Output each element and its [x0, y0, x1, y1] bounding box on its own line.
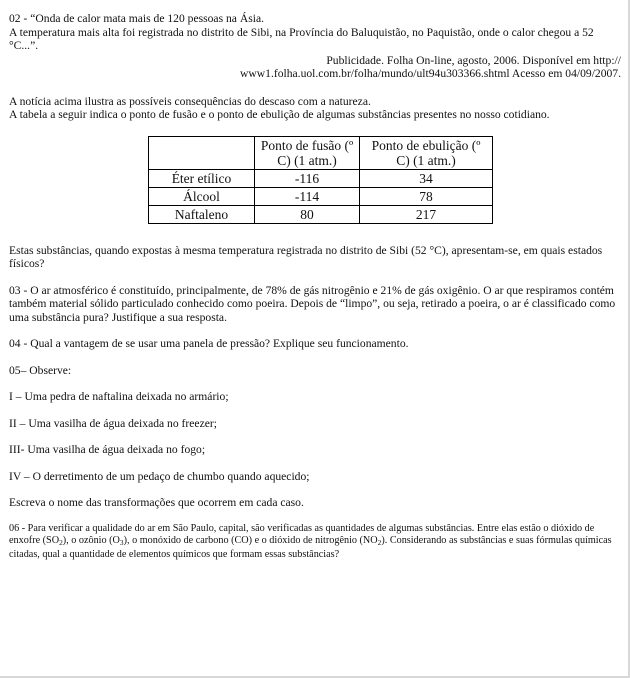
table-cell-melting: -116 — [255, 169, 360, 187]
substances-table — [148, 136, 493, 224]
q02-intro1: A notícia acima ilustra as possíveis consequências do descaso com a natureza. — [9, 94, 371, 108]
table-cell-boiling: 34 — [360, 169, 493, 187]
table-header-row — [149, 136, 493, 169]
q02-title: 02 - “Onda de calor mata mais de 120 pessoas na Ásia. — [9, 12, 264, 25]
q05-title: 05– Observe: — [9, 363, 72, 377]
table-cell-substance: Éter etílico — [149, 169, 255, 187]
table-cell-melting: 80 — [255, 205, 360, 223]
q02-source-line1: Publicidade. Folha On-line, agosto, 2006. Disponível em http:// — [326, 53, 621, 67]
q02-source-line2: www1.folha.uol.com.br/folha/mundo/ult94u303366.shtml Acesso em 04/09/2007. — [240, 67, 621, 80]
q05-item-2: II – Uma vasilha de água deixada no freezer; — [9, 416, 217, 430]
table-header-boiling: Ponto de ebulição (º C) (1 atm.) — [360, 136, 493, 169]
q02-intro2: A tabela a seguir indica o ponto de fusão e o ponto de ebulição de algumas substâncias presentes no nosso cotidiano. — [9, 108, 550, 121]
table-header-melting: Ponto de fusão (º C) (1 atm.) — [255, 136, 360, 169]
q02-body: A temperatura mais alta foi registrada no distrito de Sibi, na Província do Baluquistão, no Paquistão, onde o calor chegou a 52 °C...”. — [9, 25, 594, 52]
table-cell-boiling: 78 — [360, 187, 493, 205]
table-header-empty — [149, 136, 255, 169]
q03-text: 03 - O ar atmosférico é constituído, principalmente, de 78% de gás nitrogênio e 21% de gás oxigênio. O ar que respiramos contém também material sólido particulado conhecido como poeira. Depois de “limpo”, ou seja, retirado a poeira, o ar é classificado como uma substância pura? Justifique a sua resposta. — [9, 283, 616, 324]
table-cell-substance: Naftaleno — [149, 205, 255, 223]
table-row — [149, 187, 493, 205]
q05-item-4: IV – O derretimento de um pedaço de chumbo quando aquecido; — [9, 469, 310, 483]
q05-item-1: I – Uma pedra de naftalina deixada no armário; — [9, 390, 229, 403]
q05-instruction: Escreva o nome das transformações que ocorrem em cada caso. — [9, 496, 304, 509]
table-cell-substance: Álcool — [149, 187, 255, 205]
table-row — [149, 169, 493, 187]
q06-text: 06 - Para verificar a qualidade do ar em São Paulo, capital, são verificadas as quantidades de algumas substâncias. Entre elas estão o dióxido de enxofre $(SO_2)$, o ozônio $(O_3)$, o monóxido de carbono (CO) e o dióxido de nitrogênio $(NO_2)$. Considerando as substâncias e suas fórmulas químicas citadas, qual a quantidade de elementos químicos que formam essas substâncias? — [9, 522, 612, 560]
table-row — [149, 205, 493, 223]
q04-text: 04 - Qual a vantagem de se usar uma panela de pressão? Explique seu funcionamento. — [9, 337, 409, 350]
q05-item-3: III- Uma vasilha de água deixada no fogo; — [9, 443, 206, 456]
worksheet — [9, 12, 621, 561]
q02-question: Estas substâncias, quando expostas à mesma temperatura registrada no distrito de Sibi (52 °C), apresentam-se, em quais estados físicos? — [9, 243, 603, 270]
table-cell-melting: -114 — [255, 187, 360, 205]
table-cell-boiling: 217 — [360, 205, 493, 223]
